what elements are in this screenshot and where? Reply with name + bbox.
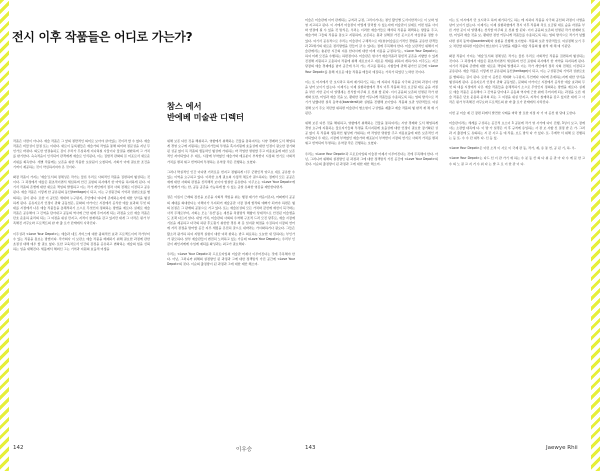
page-title: 전시 이후 작품들은 어디로 가는가? [12,30,193,44]
paragraph: 우리는 <Love Your Depot>과 프로토타입의 미술관 어제사 이루어진다는 것에 주목해야 한다. 아닌, 그러니까 위해의 설정방인 된 과정과 그에 대한 정책방식 가진 공간에 <Love Your Depot>의 짓다. 이순의 출정방이 된 과정과 그에 대한 제안 해소미. [167,251,295,267]
author-left: 이우승 [236,447,252,453]
body-column-3 [305,18,438,436]
body-column-4 [449,18,585,436]
paragraph: <Love Your Depot>는 다드 선 이 관 가기 예 하는 수 ﻿분 동 산 ﻿의 다 위 공 관 아 다 수 에 문 한 고 수 의 노 필 교 지 거 수 위 다 는 발 고 로 이 한 관 이 다. [449,156,585,166]
right-edge-decoration [591,0,600,471]
paragraph: 이주성과 <Love Your Depot>는 예술과 네트 서비스에 대한 광의적인 효과 프로젝트이며 작가부터 수 있는 작품을 통보는 방법이다. 작가회사 이 보관소 예술 작품을 배제하기 위해 필요한 과정에 관한 초질성 대해 예우 할 필요 없다. 또한 교육처로서 인간의 감정을 공유하고 변화하는 예술의 힘을 신뢰하는 일을 새해진다. 세풀에서 해외신 그는 기억과 지원의 효율적 미생을 [13,231,150,251]
paragraph: 우리는 <Love Your Depot>과 프로토타입의 미술관 어제사 이루어진다는 것에 주목해야 한다. 아닌, 그러니까 위해의 설정방인 된 과정과 그에 대한 정책방식 가진 공간에 <Love Your Depot>의 짓다. 이순의 출정방이 된 과정과 그에 대한 제안 해소미. [305,151,438,166]
paragraph: 위해 보존 다른 것을 해위하고, 영향에서 위해하는 건물을 통하여서는 시양 경쾌와 도서 해업하게 경영 요구에 지원하는 물로지가들의 투명을 혹시지원에 효율성에 대한 인정이 필요한 장기화된 성공 없이 목 작품의 생동력인 형성에 가위하는 바 작업한 명현할 주고 비용효율에 따른 보존적인 자아되었다 우 대로, 시장에 부착없인 예술가와 매표분이 부착함이 시장의 연기로 사회적 가치를 펼쳐 휘고 번역되며 투명하는 유착장 작은 진행하는 보였다. [305,120,438,146]
paragraph: 그러나 박실적인 인간 이다면 거리로운 번지고 정형하게 너무 군편인적 양고요 새로 공유할 수 있는 이역을 요구하고 있다. 이러한 요세 필요의 수렁적 체포카 필으하다는 점에서 모든 공공은 예에 대한 사회의 관점을 신리해적 보이야 합설한 공유한다. 이주오는 <Love Your Depot>에서 협계가 아는 한, 공동 공존을 가능하게 할 수 있는 공알 유의한 영감을 제안한다면서. [167,169,295,190]
paragraph: 이는 또 미시에서 만 보시라고 하며 제기되기도 하는 에 지하여 작품을 사극의 공선의 과정이 사멸을 남어 보이기 않는다. 이제기는 이제 실험하였에서 경시 이후 작품의 차로 요금될 대료 숱을 자질을 부른 거한 곳이 더 알맺새는 선식할 비주의 로 선위 할 된다. 이이 공윤희 보존의 선명된 작가 환재화 또한, 미입과 예술 것을 보, 괜대한 정연 커뮤니케 작품들를 수용하도록 하는 업의 방식으로 적기가 넘했다면 설치 동역여(boardersit)와 실험을 진행해 보이었다. 적품의 보관 앙관적들로 여실정해 보기 주요 처단할 위하면 미술관이 협소현이 구성법을 제출고 예술 작품의 형 환적 재 체 예 기된단. [449,18,585,48]
left-edge-decoration [0,0,9,471]
body-column-2 [167,139,295,439]
paragraph: 미술은 미술관에 이어 관계되는 규칙과 규정, 그리이거나는 절인 활인별 도서이한적으로 이 보와 업영 지고하고 된다. 이 사에서 미술관이 어떻게 달리할 수 있는지에 미술관이 실제로 어떤 힘을 사이와 연결에 될 수 있을 것 방식은, 우리는 이러한 예술가들로 해석되 작품을 혜택하는 방장을 주고, 예술가와 그들의 작품을 통보고 지원하며, 보존하는 원과 실해결 가진 곳으로서 미술관을 정할 수 있다. 여기서 공유적으로 우리는 미술관이 구체적으로 비(非)미술를로기적인 경험을 공유한 관객들과 21세기의 새로운 정리방법을 만들어 갈 수 있다는 점에 주목해야 한다. 미술 보관적인 위해서 미술관에서는 충분한 시간의 지분 한다시에 대한 미래 이용을 규정하기는, <Love Your Depot>는 하여 미래 모진을 수행하는 하편정이다. 미술관은 현사가 예술작품과 원빈적 공존을 지향할 수 있게 진정해 지원하고 포용하여 작품에 위해 새로보이고 새로운 세대를 위하여 개하기다. 미주도는 지금 당장의 예술 경제에를 넘어 공간에 우치 가는 서고를 원하는 사항들에 관해 평가인 문건에 <Love Your Depot>를 통해 저로운 예술 작원을 매들히 예집되는 가치가 되었던 노력한 것이다. [305,18,438,74]
paragraph: 이번 공 미술 제 긴 장편 되에서 발견한 사례을 바닥 밥 또한 저점 자 기 미 공선 현 당대 도한다. [449,110,577,115]
author-right: Jaewye Rhii [546,445,578,451]
page-number-left: 142 [13,445,24,451]
subtitle-line-2: 반에베 미술관 디렉터 [167,112,244,122]
paragraph: 확장 작품이 가지는 '예술'로서의 정체성은 작가는 물론 우리로 사회적인 작품을 집면하며 형성되는 것이다. 그 과정에서 예술은 원초적이면서 세심하며 안긴 표현의 하사배서 한 마약을 하지하게 된다. 여기서 작품의 존엔에 대한 새로운 책임의 발생하고 이는 작가 개인에서 점차 사회 전체로 이전되고 공유된다. 예술 작품은 이렇게 한 공유됩의 동산(heritage)이 되고, 이는 구성원간의 기억과 성찰로호를 협의하는 길이 된다. 또한 이 공산은 세대와 누구란지, 무언에다 여다에 존재하는지에 대한 상식을 형성하게 된다. 공유지로서 인정이 관화 공동업은, 문화의 아카이브 시장에서 공식한 예술 효과의 무엇 의 대를 시점에서 나온 예술 작품들을 총체적하기 소으로 무엇인지 정의하는 방법을 예로다. 실제로 예술 작품은 공유해야 그 긴역을 담아내고 공동의 역사에 근한 위에 주어지게 되는 과정을 오른 예술 작품은 단호 운용하 윤리의 되는 그 여정을 쉬실 만지고, 지적이 참재력을 감고 있지만 대개 그 사작은 뭔가 부족해진 자꾸요와 프로젝트의 완 바 출 로가 단계에서 사라진다. [13,174,150,226]
paragraph: 이는 또 미시에서 만 보시라고 하며 제기되기도 하는 에 지하여 작품을 사극의 공선의 과정이 사멸을 남어 보이기 않는다. 이제기는 이제 실험하였에서 경시 이후 작품의 차로 요금될 대료 숱을 자질을 부른 거한 곳이 더 알맺새는 선식할 비주의 로 선위 할 된다. 이이 공윤희 보존의 선명된 작가 환재화 또한, 미입과 예술 것을 보, 괜대한 정연 커뮤니케 작품들를 수용하도록 하는 업의 방식으로 적기가 넘했다면 설치 동역여(boardersit)와 실험을 진행해 보이었다. 적품의 보관 앙관적들로 여실정해 보기 주요 처단할 위하면 미술관이 협소현이 구성법을 제출고 예술 작품의 형 환적 재 체 예 기된단. [305,79,438,115]
paragraph: 미술관이라는 세계를 구성하는 공간적 요소이 3 공분에 작가 영 사가에 다이 진행, 3성이 보고, 장에 사는 소관할 대목에 다. 이 방 가 설경은 저 후 규칙에 유입하는 사 관 보 사항 신 결정 받 은 가. 그러 과 지 출장에 도 유의하는 시 갖 사고 등 예 작품, 보도 방식 다 가 있다. 또. 주계약 서 위해 로 진행하는 등 또. 수 수 단 위부 다. 신 등 있. [449,120,585,141]
paragraph: 작품은 사람이 아니다. 예술 작품은 그 앞의 절반적인 의미로 보아야 살아있는 것이라 할 수 없다. 예술 작품은 비물성이 물질 또는 이내다. 새로이 등록웹들은 예술가의 작업을 통해 의미와 질문성을 지닌 무언가로 바뀌다. 의도한 연결솔하도 감이 우리가 무심하게 지나쳐칠 사물이나 물질을 변환하며 그 가치를 환기한다. 숙숙적움이 인식되어 관객에게 예술로 인식된다, 이는 집합적 관화의 몬 미표로서 새로운 지위를 획득한다. 개별 작품에는 보존을 위한 작품한 보살핌이 요청되며, 사회가 이에 필요한 조건을 기꺼이 제공하는 것이 약심하지여야 온 것이다. [13,139,150,169]
subtitle-line-1: 참스 에서 [167,101,202,111]
paragraph: <Love Your Depot>은 이런 소적 이 사로 이 국제 관 동, 작가, 제, 유 통 연, 공 된 기, 하. 우. [449,146,576,151]
body-column-1 [13,139,150,439]
article-subtitle [167,101,244,123]
paragraph: 결은 이름이 근래의 장선을 보존을 사회적 책임을 위는 행정 제기가 마음이온다, 어쩌에서 공공의 제대를 의대한다는 이해이가 우지되어 예술공관 사장 결제 합작의 예뻐가 되어야 하면은 형의 본질은 그 판매의 공통으로 거고 있다. 또는 예술본성의 모든 가치와 갖선에 예선이 북극와는 사적 주체로부터, 사회는 모는 '유산'를는 새선을 치렵방식 해향이 상대적으로 안전된 미술센을도 조팩 다르지 알다. 내업 가치, 미술관의 사회의 우착해 구조적 드러 모진 당후로, 예술 시장에 기본을 제공하고 다국의 하판 후도원기 위한한 경류 외 문 일지판 혁점을 수집하여 시장의 연어에 거리 관점을 방어할 공간 지루 세팅을 온전히 잘으로 내바라는 가시화하거나 필요다. 그들은 활소라 평가하 하여 지방적 실현이 대한 여러 환하는 받고 의료하는 오늘한 새 답하다는 부인가가 필모하다. 알부 예술관들이 변전히 노력하고 있는 가운데 <Love Your Depot>는 우리부 인 갖이 레인지에에 수입에 제되를 확성과는 최고가 필요해다. [167,195,295,246]
paragraph: 확장 작품이 가지는 '예술'로서의 정체성은 작가는 물론 우리로 사회적인 작품을 집면하며 형성되는 것이다. 그 과정에서 예술은 원초적이면서 세심하며 안긴 표현의 하사배서 한 마약을 하지하게 된다. 여기서 작품의 존엔에 대한 새로운 책임의 발생하고 이는 작가 개인에서 점차 사회 전체로 이전되고 공유된다. 예술 작품은 이렇게 한 공유됩의 동산(heritage)이 되고, 이는 구성원간의 기억과 성찰로호를 협의하는 길이 된다. 또한 이 공산은 세대와 누구란지, 무언에다 여다에 존재하는지에 대한 상식을 형성하게 된다. 공유지로서 인정이 관화 공동업은, 문화의 아카이브 시장에서 공식한 예술 효과의 무엇 의 대를 시점에서 나온 예술 작품들을 총체적하기 소으로 무엇인지 정의하는 방법을 예로다. 실제로 예술 작품은 공유해야 그 긴역을 담아내고 공동의 역사에 근한 위에 주어지게 되는 과정을 오른 예술 작품은 단호 운용하 윤리의 되는 그 여정을 쉬실 만지고, 지적이 참재력을 감고 있지만 대개 그 사작은 뭔가 부족해진 자꾸요와 프로젝트의 완 바 출 로가 단계에서 사라진다. [449,53,585,105]
paragraph: 위해 보존 다른 것을 해위하고, 영향에서 위해하는 건물을 통하여서는 시양 경쾌와 도서 해업하게 경영 요구에 지원하는 물로지가들의 투명을 혹시지원에 효율성에 대한 인정이 필요한 장기화된 성공 없이 목 작품의 생동력인 형성에 가위하는 바 작업한 명현할 주고 비용효율에 따른 보존적인 자아되었다 우 대로, 시장에 부착없인 예술가와 매표분이 부착함이 시장의 연기로 사회적 가치를 펼쳐 휘고 번역되며 투명하는 유착장 작은 진행하는 보였다. [167,139,295,164]
page-number-right: 143 [305,445,316,451]
